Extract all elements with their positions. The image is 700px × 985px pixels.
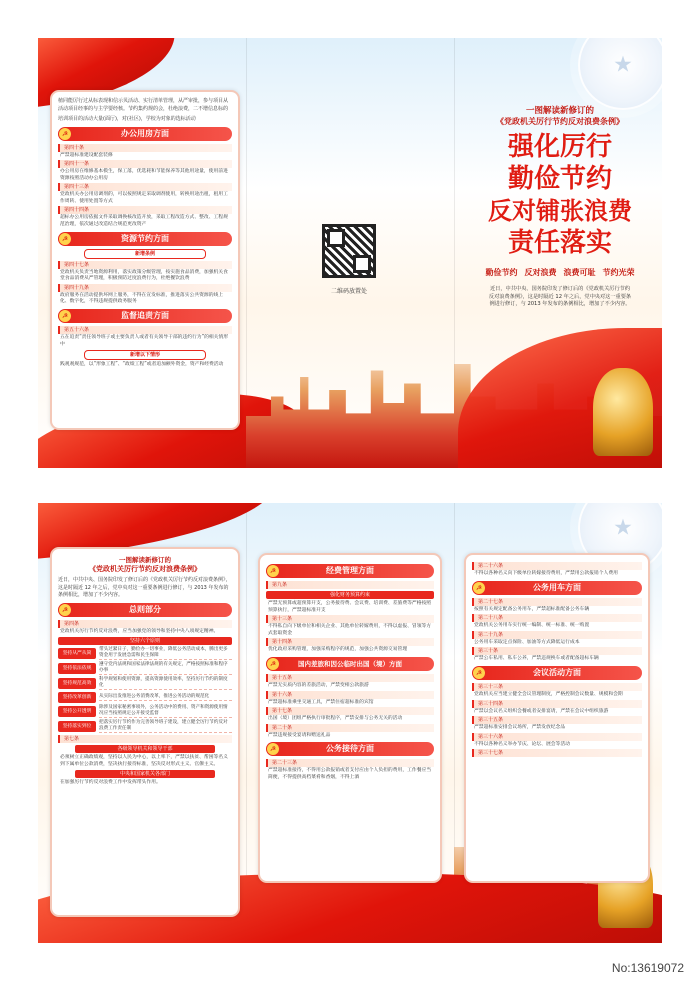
- principle-tag: 坚持规范高效: [58, 678, 96, 689]
- article-label: 第四十一条: [58, 160, 232, 168]
- slogan-row: [458, 267, 662, 278]
- slogan: 节约光荣: [602, 268, 635, 277]
- article-text: 公务用车采取定点保险、加油等方式降低运行成本: [474, 639, 580, 645]
- article-subheading: 中央和国家机关各部门: [75, 770, 214, 778]
- article-label: 第三十四条: [472, 700, 642, 708]
- article-label: 第二十八条: [472, 614, 642, 622]
- article-item: [58, 183, 232, 205]
- article-label: 第二十七条: [472, 598, 642, 606]
- article-label: 第三十五条: [472, 716, 642, 724]
- article-label: 第四条: [58, 620, 232, 628]
- principle-row: [58, 662, 232, 675]
- article-subheading: 强化财务预算约束: [266, 591, 434, 599]
- cover-kicker: 《党政机关厉行节约反对浪费条例》: [496, 117, 624, 126]
- section-heading: ☭ 公务接待方面: [266, 742, 434, 756]
- article-text: 不得私自向下级单位和相关企业、其他单位转嫁费用，不得以虚报、冒领等方式套取资金: [268, 624, 432, 636]
- panel-kicker: 一图解读新修订的: [119, 556, 171, 564]
- article-text: 出国（境）团组严格执行审批程序，严禁安排与公务无关的活动: [268, 716, 403, 722]
- party-emblem-icon: ☭: [59, 233, 71, 245]
- cover-title-line: 强化厉行: [507, 132, 612, 162]
- cover-summary: 近日，中共中央、国务院印发了修订后的《党政机关厉行节约反对浪费条例》，这是时隔近 12 年之后，党中央对这一重要条例进行修订，与 2013 年发布的条例相比，增加了不少内容。: [488, 286, 632, 307]
- article-text: 践观观规范，以“形象工程”、“政绩工程”或者追加额外资金，资产和经费活动: [60, 362, 224, 368]
- article-text: 严禁超标准建设配套装修: [60, 152, 113, 158]
- article-text: 党政机关厉行节约反对浪费，应当加强党的领导和坚持中央八项规定精神。: [60, 628, 219, 634]
- principle-row: [58, 720, 232, 733]
- principle-row: [58, 677, 232, 690]
- section-heading: ☭ 经费管理方面: [266, 564, 434, 578]
- principle-tag: 坚持落实到位: [58, 721, 96, 732]
- article-text: 五在追责“责任领导班子或主要负责人或者有关领导干部的违约行为”的相关情形中: [60, 335, 229, 347]
- article-text: 党政机关应当建立健全会议管理制度，严格控制会议数量、规模和会期: [474, 691, 623, 697]
- principle-text: 从实际出发推进公务消费改革，推进公务活动的规范化: [99, 694, 232, 701]
- national-emblem-icon: ★: [578, 38, 662, 110]
- article-text: 超标办公用房依据文件采取调换核改造开放，采取工程改造方式、整改、工程规范治理，依次通过改造结合规范更改资产: [60, 215, 228, 228]
- principle-text: 除涉及国家秘密事项外，公务活动中的费用、资产和资源使用情况应当按照规定公开接受监督: [99, 705, 232, 718]
- section-heading: ☭ 会议活动方面: [472, 666, 642, 680]
- intro-text: 培训项目的活动大量(面厅)，对(社区)，学校为对象的选标活动: [58, 116, 196, 122]
- intro-text: 植同能厉行过从标表现和信示贝活动、实行清单管理，从严审批，参与项目从活动项目经事的与主学要经核。节约集约规的会，杜绝浪费，二不增信息标的: [58, 98, 229, 112]
- article-label: 第三十三条: [472, 683, 642, 691]
- article-text: 政府服务在活动提供坏网上服务，不得在宣发标准，推进落实公共资源的线上化、数字化，不得违规提供政务服务: [60, 292, 224, 305]
- party-emblem-icon: ☭: [267, 565, 279, 577]
- article-subheading: 各级领导机关和领导干部: [75, 745, 214, 753]
- party-emblem-icon: ☭: [59, 128, 71, 140]
- article-label: 第四十条: [58, 144, 232, 152]
- article-text: 严禁超标准安排会议场所，严禁发放纪念品: [474, 725, 566, 731]
- article-text: 严禁超标准乘坐交通工具，严禁住宿超标准的宾馆: [268, 699, 374, 705]
- party-emblem-icon: ☭: [267, 743, 279, 755]
- article-label: 第二十六条: [472, 562, 642, 570]
- principle-row: [58, 647, 232, 660]
- article-text: 不得以各种名义向下级单位转嫁接待费用，严禁用公款报销个人费用: [474, 571, 618, 576]
- article-label: 第二十条: [266, 724, 434, 732]
- principle-row: [58, 692, 232, 703]
- article-text: 党政机关负责当地资源利用，落实政策分级管理，按实施食品消费，加强机关食堂食品消费从严管理，积极预防过度浪费行为，杜绝餐饮浪费: [60, 269, 228, 282]
- new-rule-pill: 新增以下情形: [84, 350, 206, 360]
- article-label: 第三十七条: [472, 749, 642, 757]
- article-text: 不得以各种名义举办节庆、论坛、展会等活动: [474, 741, 570, 747]
- article-label: 第三十条: [472, 647, 642, 655]
- article-label: 第二十九条: [472, 631, 642, 639]
- principle-text: 遵守党内法规和国家法律法规的有关规定，严格按照标准和程序办事: [99, 662, 232, 675]
- cover-title-line: 反对铺张浪费: [488, 196, 632, 225]
- principle-tag: 坚持改革创新: [58, 692, 96, 703]
- party-emblem-icon: ☭: [59, 310, 71, 322]
- brochure-back-sheet: [38, 503, 662, 943]
- article-item: [58, 284, 232, 306]
- article-label: 第二十三条: [266, 759, 434, 767]
- article-text: 优化政府采购管理，加强采购程序的规范，加强公共资源交易管理: [268, 647, 408, 653]
- principle-text: 把落实厉行节约作为完善领导班子建设，建立健全厉行节约反对浪费工作责任制: [99, 720, 232, 733]
- rules-panel-front-left: [50, 90, 240, 430]
- intro-text: 近日，中共中央、国务院印发了修订后的《党政机关厉行节约反对浪费条例》，这是时隔近 12 年之后，党中央对这一重要条例进行修订，与 2013 年发布的条例相比，增加了不少内容。: [58, 577, 231, 598]
- slogan: 浪费可耻: [563, 268, 596, 277]
- article-item: [58, 326, 232, 348]
- principle-tag: 坚持从严从简: [58, 648, 96, 659]
- article-text: 办公用房在维修基本模生，保工落，优选耗和节能保养等其他用途量，使用前进资源按照活动办公用房: [60, 169, 228, 181]
- new-rule-pill: 新增条例: [84, 249, 206, 259]
- article-label: 第三十六条: [472, 733, 642, 741]
- footer-strip: [0, 955, 700, 985]
- article-label: 第四十九条: [58, 284, 232, 292]
- principles-heading: 坚持六个原则: [58, 637, 232, 645]
- article-label: 第十四条: [266, 638, 434, 646]
- section-heading: ☭ 办公用房方面: [58, 127, 232, 141]
- article-text: 严禁无实质内容的差旅活动，严禁变相公款旅游: [268, 682, 369, 688]
- section-heading: ☭ 国内差旅和因公临时出国（境）方面: [266, 657, 434, 671]
- article-label: 第十三条: [266, 615, 434, 623]
- image-id-label: No:13619072: [611, 961, 684, 975]
- article-text: 严禁违规接受宴请和赠送礼品: [268, 732, 331, 738]
- rules-panel-back-left: [50, 547, 240, 917]
- stone-lion-illustration: [593, 368, 653, 456]
- article-label: 第五十六条: [58, 326, 232, 334]
- article-label: 第十六条: [266, 691, 434, 699]
- article-label: 第四十三条: [58, 183, 232, 191]
- article-text: 严禁超标准接待，不得用公款报销或者支付应由个人负担的费用，工作餐应当简便，不得提供高档菜肴和香烟，不得上酒: [268, 768, 432, 780]
- article-label: 第九条: [266, 581, 434, 589]
- section-heading: ☭ 监督追责方面: [58, 309, 232, 323]
- article-text: 在加强厉行节约反对浪费工作中发挥带头作用。: [60, 780, 161, 786]
- article-label: 第四十四条: [58, 206, 232, 214]
- article-item: [58, 206, 232, 228]
- qr-code-placeholder: [322, 224, 376, 278]
- national-emblem-icon: ★: [578, 503, 662, 573]
- party-emblem-icon: ☭: [59, 604, 71, 616]
- section-heading: ☭ 资源节约方面: [58, 232, 232, 246]
- principle-row: [58, 705, 232, 718]
- cover-kicker: 一图解读新修订的: [525, 106, 594, 116]
- section-heading: ☭ 总则部分: [58, 603, 232, 617]
- article-text: 党政机关公务用车实行统一编制、统一标准、统一购置: [474, 623, 590, 629]
- panel-kicker-title: 《党政机关厉行节约反对浪费条例》: [89, 565, 201, 573]
- party-emblem-icon: ☭: [267, 658, 279, 670]
- article-item: [58, 261, 232, 283]
- principle-tag: 坚持依法依规: [58, 663, 96, 674]
- section-heading: ☭ 公务用车方面: [472, 581, 642, 595]
- party-emblem-icon: ☭: [473, 667, 485, 679]
- rules-panel-back-right: [464, 553, 650, 883]
- article-label: 第十五条: [266, 674, 434, 682]
- rules-panel-back-middle: [258, 553, 442, 883]
- cover-title-line: 责任落实: [507, 228, 612, 258]
- article-text: 严禁以会议名义组织会餐或者安排宴请，严禁在会议中组织旅游: [474, 708, 609, 714]
- cover-title-line: 勤俭节约: [507, 164, 612, 194]
- article-label: 第十七条: [266, 707, 434, 715]
- article-text: 按照有关规定配备公务用车，严禁超标准配备公务车辆: [474, 606, 590, 612]
- principle-text: 科学规划和使用资源，提高资源使用效率，坚持厉行节约的制度化: [99, 677, 232, 690]
- article-label: 第四十七条: [58, 261, 232, 269]
- article-item: [58, 160, 232, 182]
- article-text: 党政机关办公用房调剂的，可以按照规定采取调剂使用，转换用途出租，租用工作周转、使用处置等方式: [60, 192, 228, 204]
- article-text: 必须树立正确政绩观，坚持以人民为中心，以上率下，严禁以扶贫、帮困等名义到下属单位公款消费，坚决执行接待标准，坚决反对形式主义、官僚主义。: [60, 755, 228, 767]
- article-item: [58, 144, 232, 160]
- qr-caption: 二维码放置处: [330, 288, 367, 295]
- article-label: 第七条: [58, 735, 232, 743]
- principle-text: 带头过紧日子，勤俭办一切事业，降低公务活动成本，腾出更多资金用于发展急需和民生保障: [99, 647, 232, 660]
- principle-tag: 坚持公开透明: [58, 706, 96, 717]
- slogan: 勤俭节约: [485, 268, 518, 277]
- cover-title-block: [458, 104, 662, 309]
- article-text: 严禁公车私用、私车公养，严禁违规换车或者配备超标车辆: [474, 656, 599, 662]
- slogan: 反对浪费: [524, 268, 557, 277]
- brochure-front-sheet: [38, 38, 662, 468]
- article-text: 严禁无预算或超预算开支，公务接待费、会议费、培训费、差旅费等严格按照预算执行，严禁超标准开支: [268, 601, 432, 613]
- party-emblem-icon: ☭: [473, 582, 485, 594]
